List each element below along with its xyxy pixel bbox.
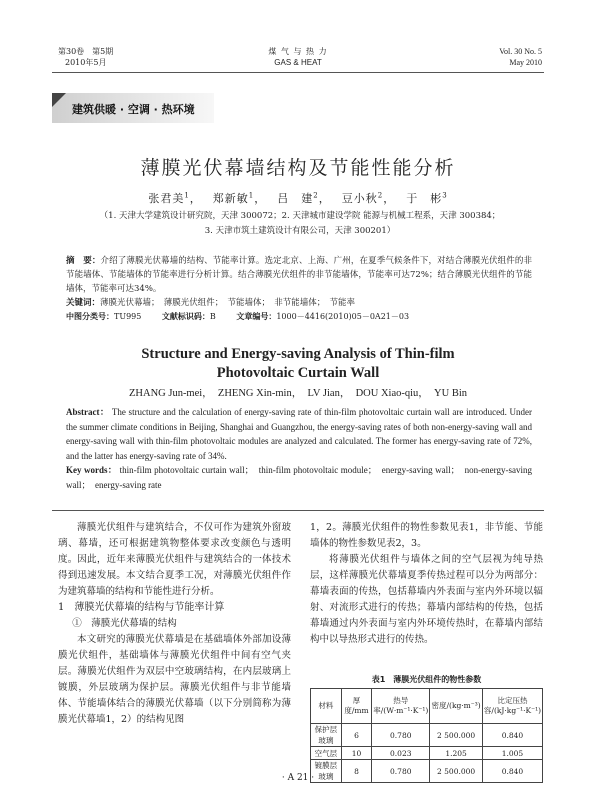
body-right-column (310, 520, 543, 648)
abstract-en-label: Abstract： (66, 407, 110, 417)
section-heading-1: 1 薄膜光伏幕墙的结构与节能率计算 (58, 602, 225, 613)
clc-value: TU995 (114, 312, 142, 321)
table-header-thickness: 厚度/mm (341, 689, 371, 724)
table-row (311, 747, 543, 760)
table-header-row (311, 689, 543, 724)
body-left-column (58, 520, 291, 728)
author-2: 郑新敏$^1$ (212, 191, 255, 205)
table-cell: 空气层 (311, 747, 342, 760)
author-1: 张君美$^1$ (148, 191, 190, 205)
table-row (311, 724, 543, 747)
abstract-cn-body (66, 254, 532, 296)
article-title-cn: 薄膜光伏幕墙结构及节能性能分析 (140, 157, 456, 179)
abstract-cn-text: 介绍了薄膜光伏幕墙的结构、节能率计算。选定北京、上海、广州，在夏季气候条件下，对结合薄膜光伏组件的非节能墙体、节能墙体的节能率进行分析计算。结合薄膜光伏组件的非节能墙体，节能率可达72%；结合薄膜光伏组件的节能墙体，节能率可达34%。 (66, 256, 532, 294)
table-cell: 1.005 (482, 747, 542, 760)
article-no-value: 1000－4416(2010)05－0A21－03 (276, 312, 410, 321)
abstract-en-text: The structure and the calculation of energy-saving rate of thin-film photovoltaic curtain wall are introduced. Under the summer climate conditions in Beijing, Shanghai and Guangzhou, the energy-saving rates of both non-energy-saving wall and energy-saving wall with thin-film photovoltaic modules are analyzed and calculated. The former has energy-saving rate of 72%, and the latter has energy-saving rate of 34%. (66, 407, 533, 461)
author-4: 豆小秋$^2$ (341, 191, 384, 205)
doc-code-label: 文献标识码： (161, 312, 210, 321)
keywords-cn-label: 关键词： (66, 298, 101, 308)
abstract-en (66, 405, 532, 492)
authors-cn: 张君美$^1$， 郑新敏$^1$， 吕 建$^2$， 豆小秋$^2$， 于 彬$^3$ (148, 191, 448, 205)
continuation-paragraph: 1，2。薄膜光伏组件的物性参数见表1，非节能、节能墙体的物性参数见表2，3。 (310, 522, 543, 549)
title-en-line-2: Photovoltaic Curtain Wall (216, 365, 380, 381)
table-cell: 8 (341, 760, 371, 783)
author-5: 于 彬$^3$ (406, 191, 448, 205)
keywords-cn (66, 296, 532, 310)
clc-label: 中图分类号： (66, 312, 114, 321)
table-header-density: 密度/(kg·m⁻³) (430, 689, 483, 724)
abstract-cn (66, 254, 532, 324)
table-cell: 保护层玻璃 (311, 724, 342, 747)
affiliation-line-2: 3. 天津市筑土建筑设计有限公司，天津 300201） (204, 226, 396, 236)
table-cell: 镀膜层玻璃 (311, 760, 342, 783)
table-header-material: 材料 (311, 689, 342, 724)
table-cell: 0.840 (482, 724, 542, 747)
header-right (499, 46, 542, 68)
volume-en: Vol. 30 No. 5 (499, 47, 542, 56)
journal-title-cn: 煤 气 与 热 力 (268, 47, 328, 56)
article-title-en (0, 345, 596, 383)
doc-code-value: B (209, 312, 216, 321)
intro-paragraph: 薄膜光伏组件与建筑结合，不仅可作为建筑外窗玻璃、幕墙，还可根据建筑物整体要求改变颜色与透明度。因此，近年来薄膜光伏组件与建筑结合的一体技术得到迅速发展。本文结合夏季工况，对薄膜光伏组件作为建筑幕墙的结构和节能性进行分析。 (58, 522, 291, 597)
keywords-en-text: thin-film photovoltaic curtain wall； thin-film photovoltaic module； energy-saving wall； non-energy-saving wall； energy-saving rate (66, 465, 532, 490)
keywords-cn-text: 薄膜光伏幕墙； 薄膜光伏组件； 节能墙体； 非节能墙体； 节能率 (100, 298, 356, 308)
table-cell: 0.840 (482, 760, 542, 783)
authors-en: ZHANG Jun-mei， ZHENG Xin-min， LV Jian， DOU Xiao-qiu， YU Bin (128, 388, 468, 399)
table-cell: 1.205 (430, 747, 483, 760)
date-en: May 2010 (509, 58, 542, 67)
author-3: 吕 建$^2$ (277, 191, 319, 205)
keywords-en-label: Key words： (66, 465, 118, 475)
table-cell: 2 500.000 (430, 760, 483, 783)
table-cell: 0.023 (372, 747, 430, 760)
title-en-line-1: Structure and Energy-saving Analysis of Thin-film (141, 346, 455, 362)
table-1-caption: 表1 薄膜光伏组件的物性参数 (371, 675, 482, 684)
affiliation-line-1: （1. 天津大学建筑设计研究院，天津 300072；2. 天津城市建设学院 能源与机械工程系，天津 300384； (99, 211, 501, 221)
subsection-heading-1: ① 薄膜光伏幕墙的结构 (72, 618, 177, 629)
table-cell: 2 500.000 (430, 724, 483, 747)
section-tag-corner (52, 93, 66, 107)
heat-transfer-paragraph: 将薄膜光伏组件与墙体之间的空气层视为纯导热层，这样薄膜光伏幕墙夏季传热过程可以分为两部分：幕墙表面的传热，包括幕墙内外表面与室内外环境以辐射、对流形式进行的传热；幕墙内部结构的传热，包括幕墙通过内外表面与室内外环境传热时，在幕墙内部结构中以导热形式进行的传热。 (310, 554, 543, 645)
classification-line (66, 310, 532, 324)
abstract-en-body (66, 405, 532, 463)
article-no-label: 文章编号： (236, 312, 277, 321)
table-cell: 10 (341, 747, 371, 760)
abstract-rule (52, 510, 544, 511)
section-tag-label: 建筑供暖 · 空调 · 热环境 (72, 103, 195, 116)
table-cell: 0.780 (372, 724, 430, 747)
table-header-heat-capacity: 比定压热容/(kJ·kg⁻¹·K⁻¹) (482, 689, 542, 724)
table-cell: 0.780 (372, 760, 430, 783)
issue-date: 2010年5月 (65, 58, 107, 67)
abstract-cn-label: 摘 要： (66, 256, 101, 266)
table-header-conductivity: 热导率/(W·m⁻¹·K⁻¹) (372, 689, 430, 724)
section-tag (52, 93, 214, 123)
affiliations (60, 209, 540, 239)
table-1 (310, 688, 543, 783)
table-cell: 6 (341, 724, 371, 747)
volume-issue: 第30卷 第5期 (58, 47, 114, 56)
structure-paragraph: 本文研究的薄膜光伏幕墙是在基础墙体外部加设薄膜光伏组件，基础墙体与薄膜光伏组件中间有空气夹层。薄膜光伏组件为双层中空玻璃结构，在内层玻璃上镀膜，外层玻璃为保护层。薄膜光伏组件与非节能墙体、节能墙体结合的薄膜光伏幕墙（以下分别简称为薄膜光伏幕墙1，2）的结构见图 (58, 634, 291, 725)
header-rule (52, 72, 544, 73)
journal-title-en: GAS & HEAT (274, 58, 322, 67)
keywords-en (66, 463, 532, 492)
page-number: · A 21 · (281, 773, 315, 783)
